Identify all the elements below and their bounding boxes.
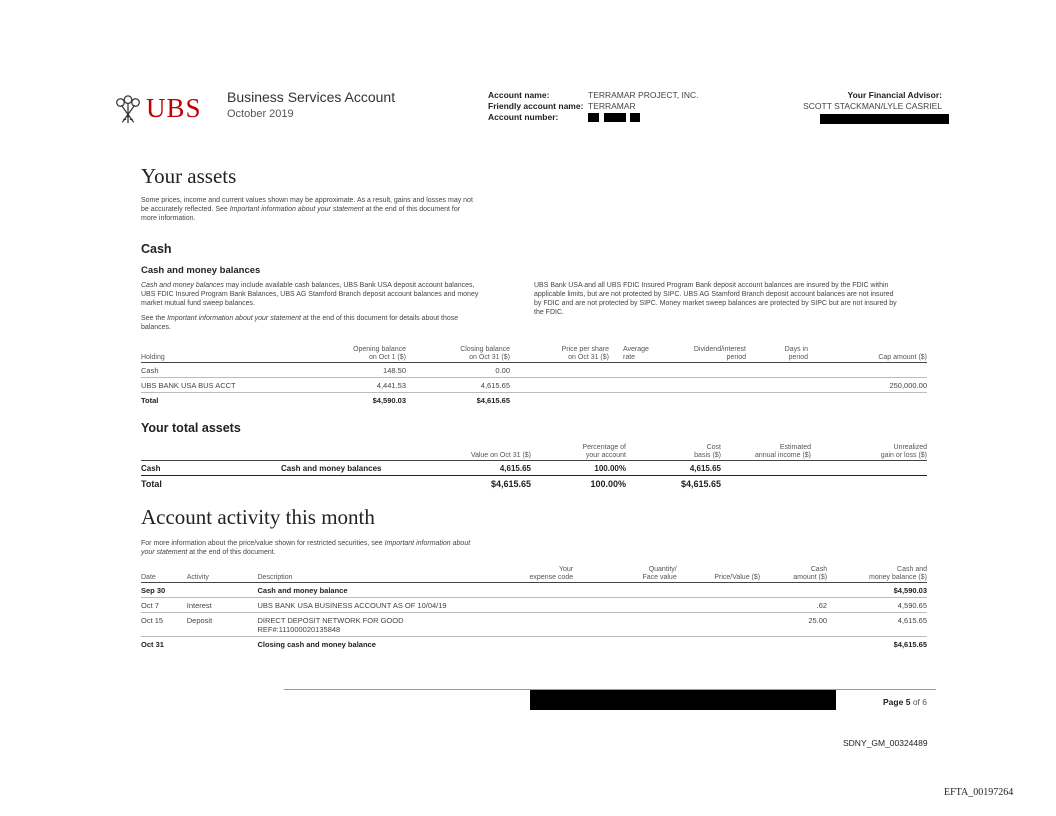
table-row: Oct 15 Deposit DIRECT DEPOSIT NETWORK FOR GOOD REF#:111000020135848 25.00 4,615.65 [141,613,927,637]
total-assets-heading: Your total assets [141,421,241,435]
col-expense-code: Your expense code [529,566,574,581]
cash-explanation-right: UBS Bank USA and all UBS FDIC Insured Program Bank deposit account balances are insured by the FDIC within applicable limits, but are not protected by SIPC. UBS AG Stamford Branch deposit account balances are not insured by FDIC and are not protected by SIPC. Money market sweep balances are protected by SIPC but are not insured by the FDIC. [534,282,897,316]
ubs-wordmark: UBS [146,93,202,123]
table-total-row: Total $4,590.03 $4,615.65 [141,395,510,405]
col-closing: Closing balance on Oct 31 ($) [460,346,510,361]
assets-intro: Some prices, income and current values shown may be approximate. As a result, gains and losses may not be accurately reflected. See Important information about your statement at the end of this document for more information. [141,197,473,222]
account-type-title: Business Services Account [227,89,396,105]
col-percentage: Percentage of your account [582,444,626,459]
col-cash-amount: Cash amount ($) [793,566,828,581]
redaction-bar [604,113,626,122]
account-number-label: Account number: [488,112,559,122]
cash-heading: Cash [141,242,172,256]
col-cost-basis: Cost basis ($) [694,444,721,459]
table-total-row: Total $4,615.65 100.00% $4,615.65 [141,479,721,490]
assets-title: Your assets [141,164,237,188]
advisor-label: Your Financial Advisor: [847,90,942,100]
col-price-value: Price/Value ($) [714,574,761,581]
table-header-row [141,342,927,363]
col-dividend-period: Dividend/interest period [693,346,746,361]
table-total-row: Oct 31 Closing cash and money balance $4,615.65 [141,639,927,649]
col-price: Price per share on Oct 31 ($) [561,346,609,361]
activity-table [141,562,927,652]
account-name-value: TERRAMAR PROJECT, INC. [588,90,699,100]
col-description: Description [257,574,293,581]
table-row: Oct 7 Interest UBS BANK USA BUSINESS ACCOUNT AS OF 10/04/19 .62 4,590.65 [141,598,927,613]
col-avg-rate: Average rate [623,346,649,361]
total-assets-table [141,440,927,493]
table-row: Cash Cash and money balances 4,615.65 100.00% 4,615.65 [141,461,927,476]
redaction-bar [630,113,640,122]
col-quantity: Quantity/ Face value [642,566,677,581]
document-id: SDNY_GM_00324489 [843,738,928,748]
friendly-name-value: TERRAMAR [588,101,636,111]
statement-period: October 2019 [227,108,294,120]
col-cap: Cap amount ($) [878,354,927,361]
redaction-bar [820,114,949,124]
col-date: Date [141,574,156,581]
table-header-row [141,440,927,461]
col-days: Days in period [784,346,808,361]
page-indicator: Page 5 of 6 [883,697,927,707]
col-holding: Holding [141,354,165,361]
col-unrealized: Unrealized gain or loss ($) [880,444,927,459]
efta-id: EFTA_00197264 [944,787,1014,798]
table-row: Cash 148.50 0.00 [141,363,927,378]
cash-balances-table [141,342,927,408]
table-row: Sep 30 Cash and money balance $4,590.03 [141,583,927,598]
col-balance: Cash and money balance ($) [869,566,927,581]
cash-money-heading: Cash and money balances [141,265,261,276]
friendly-name-label: Friendly account name: [488,101,584,111]
col-est-income: Estimated annual income ($) [754,444,811,459]
advisor-name: SCOTT STACKMAN/LYLE CASRIEL [803,101,942,111]
table-row: UBS BANK USA BUS ACCT 4,441.53 4,615.65 250,000.00 [141,378,927,393]
col-activity: Activity [186,574,209,581]
table-header-row [141,562,927,583]
col-value: Value on Oct 31 ($) [470,452,531,459]
activity-title: Account activity this month [141,505,375,529]
activity-intro: For more information about the price/value shown for restricted securities, see Important information about your statement at the end of this document. [141,540,471,556]
redaction-bar [588,113,599,122]
cash-explanation-left: Cash and money balances may include available cash balances, UBS Bank USA deposit account balances, UBS FDIC Insured Program Bank Balances, UBS AG Stamford Branch deposit account balances and money market mutual fund sweep balances. See the Important information about your statement at the end of this document for details about those balances. [141,282,479,331]
ubs-keys-logo-icon [112,94,144,126]
account-name-label: Account name: [488,90,550,100]
redaction-bar [530,690,836,710]
col-opening: Opening balance on Oct 1 ($) [353,346,406,361]
